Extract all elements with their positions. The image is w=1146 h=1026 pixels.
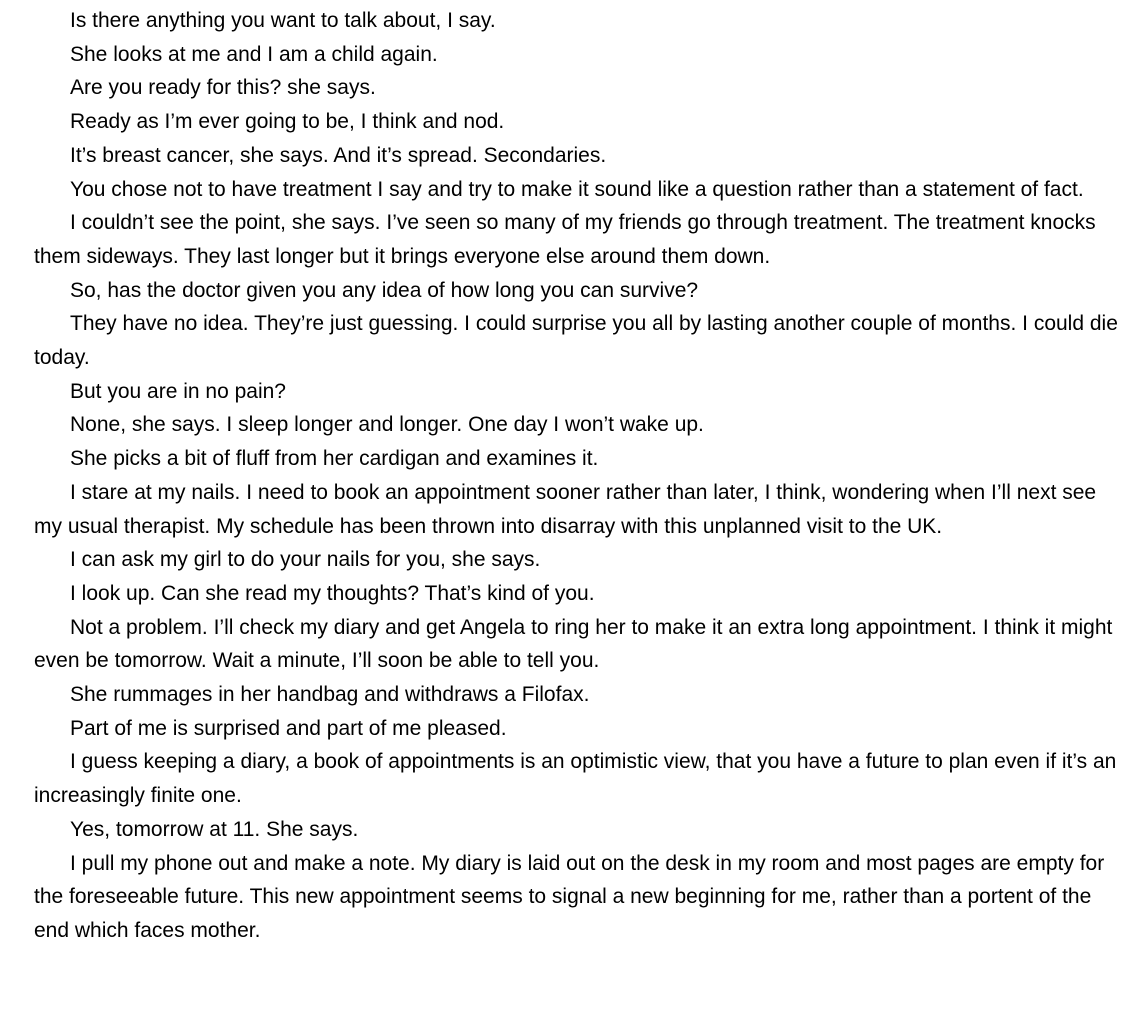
- paragraph-17: She rummages in her handbag and withdraws a Filofax.: [70, 683, 590, 707]
- paragraph-1: Is there anything you want to talk about, I say.: [70, 9, 496, 32]
- paragraph-15: I look up. Can she read my thoughts? That’s kind of you.: [70, 581, 595, 605]
- paragraph-7: I couldn’t see the point, she says. I’ve seen so many of my friends go through treatment. The treatment knocks them sideways. They last longer but it brings everyone else around them down.: [34, 211, 1096, 268]
- paragraph-21: I pull my phone out and make a note. My diary is laid out on the desk in my room and most pages are empty for the foreseeable future. This new appointment seems to signal a new beginning for me, rather than a portent of the end which faces mother.: [34, 851, 1105, 942]
- paragraph-18: Part of me is surprised and part of me pleased.: [70, 716, 507, 740]
- paragraph-11: None, she says. I sleep longer and longer. One day I won’t wake up.: [70, 413, 704, 437]
- paragraph-10: But you are in no pain?: [70, 379, 286, 403]
- paragraph-2: She looks at me and I am a child again.: [70, 42, 438, 66]
- paragraph-9: They have no idea. They’re just guessing. I could surprise you all by lasting another couple of months. I could die today.: [34, 312, 1118, 370]
- paragraph-14: I can ask my girl to do your nails for you, she says.: [70, 548, 541, 572]
- paragraph-5: It’s breast cancer, she says. And it’s spread. Secondaries.: [70, 143, 607, 167]
- paragraph-12: She picks a bit of fluff from her cardigan and examines it.: [70, 447, 599, 471]
- paragraph-8: So, has the doctor given you any idea of how long you can survive?: [70, 278, 699, 302]
- paragraph-4: Ready as I’m ever going to be, I think and nod.: [70, 110, 505, 134]
- paragraph-16: Not a problem. I’ll check my diary and get Angela to ring her to make it an extra long appointment. I think it might even be tomorrow. Wait a minute, I’ll soon be able to tell you.: [34, 615, 1113, 673]
- paragraph-6: You chose not to have treatment I say and try to make it sound like a question rather than a statement of fact.: [70, 177, 1084, 201]
- paragraph-19: I guess keeping a diary, a book of appointments is an optimistic view, that you have a future to plan even if it’s an increasingly finite one.: [34, 750, 1117, 808]
- paragraph-20: Yes, tomorrow at 11. She says.: [70, 817, 359, 841]
- paragraph-3: Are you ready for this? she says.: [70, 76, 376, 100]
- paragraph-13: I stare at my nails. I need to book an appointment sooner rather than later, I think, wondering when I’ll next see my usual therapist. My schedule has been thrown into disarray with this unplanned visit to the UK.: [34, 480, 1097, 538]
